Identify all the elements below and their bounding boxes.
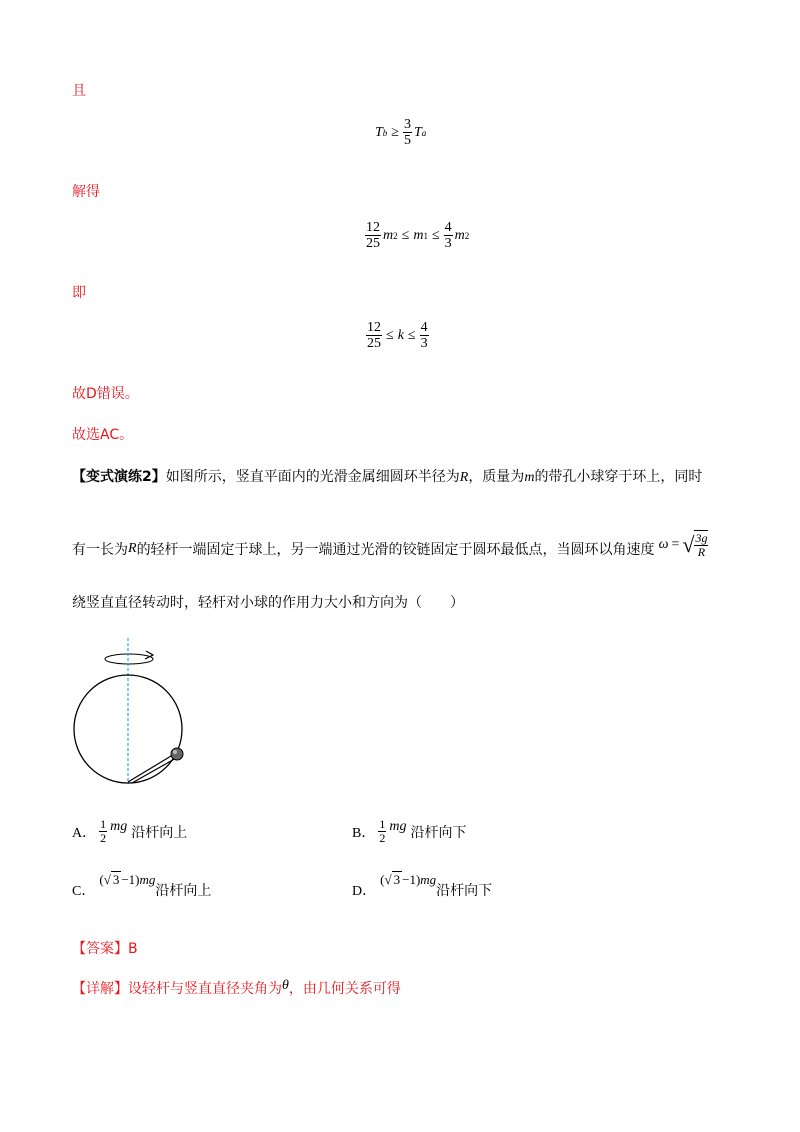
equation-3 bbox=[366, 320, 429, 351]
option-c-text: 沿杆向上 bbox=[155, 883, 212, 899]
option-a-text: 沿杆向上 bbox=[131, 824, 188, 841]
eq1-den: 5 bbox=[403, 133, 411, 148]
answer-value: B bbox=[128, 941, 138, 957]
omega-symbol: ω bbox=[658, 536, 669, 552]
equation-2 bbox=[365, 220, 469, 251]
text-ji: 即 bbox=[72, 285, 86, 301]
option-c[interactable] bbox=[72, 872, 212, 900]
eq2-den1: 25 bbox=[366, 236, 380, 251]
eq2-sub2a: 2 bbox=[393, 230, 398, 241]
option-d-formula bbox=[380, 872, 436, 888]
answer-tag: 【答案】 bbox=[72, 941, 128, 957]
eq2-m2a: m bbox=[383, 227, 394, 243]
eq2-den2: 3 bbox=[444, 236, 452, 251]
option-d[interactable] bbox=[352, 872, 493, 900]
problem-line-3: 绕竖直直径转动时，轻杆对小球的作用力大小和方向为（ ） bbox=[72, 595, 464, 611]
option-a-expr: mg bbox=[110, 818, 128, 834]
problem-text-2b: 的轻杆一端固定于球上，另一端通过光滑的铰链固定于圆环最低点，当圆环以角速度 bbox=[136, 541, 655, 558]
eq3-num2: 4 bbox=[420, 320, 428, 335]
option-b-den: 2 bbox=[379, 831, 386, 845]
eq1-rel: ≥ bbox=[391, 124, 399, 140]
eq2-rel2: ≤ bbox=[431, 227, 440, 243]
problem-m1: m bbox=[524, 470, 535, 485]
answer-line bbox=[72, 938, 138, 958]
omega-equals: = bbox=[671, 536, 680, 552]
option-a[interactable] bbox=[72, 818, 187, 845]
problem-text-1a: 如图所示，竖直平面内的光滑金属细圆环半径为 bbox=[165, 469, 460, 485]
option-a-fraction bbox=[99, 818, 107, 845]
problem-R1: R bbox=[459, 470, 469, 485]
problem-text-1b: ，质量为 bbox=[468, 469, 525, 485]
option-c-root: 3 bbox=[112, 872, 120, 887]
option-d-text: 沿杆向下 bbox=[436, 883, 493, 899]
option-c-formula bbox=[99, 872, 155, 888]
eq1-rhs-sub: a bbox=[421, 127, 427, 138]
option-a-den: 2 bbox=[100, 831, 107, 845]
omega-num: 3g bbox=[695, 531, 708, 545]
eq2-sub2b: 2 bbox=[464, 230, 470, 241]
omega-den: R bbox=[697, 545, 706, 559]
text-qie: 且 bbox=[72, 83, 86, 99]
option-b-fraction bbox=[378, 818, 386, 845]
eq3-den1: 25 bbox=[367, 336, 381, 351]
eq2-m2b: m bbox=[454, 227, 465, 243]
option-c-expr: mg bbox=[139, 872, 156, 887]
eq2-rel1: ≤ bbox=[401, 227, 410, 243]
option-a-num: 1 bbox=[100, 817, 107, 831]
option-b-expr: mg bbox=[389, 818, 407, 834]
detail-line bbox=[72, 978, 401, 998]
option-c-post: −1) bbox=[121, 872, 140, 887]
eq3-frac-2 bbox=[420, 320, 429, 351]
eq1-lhs-sub: b bbox=[382, 127, 388, 138]
problem-line-2 bbox=[72, 531, 708, 563]
eq3-frac-1 bbox=[366, 320, 382, 351]
eq3-k: k bbox=[397, 327, 404, 343]
ring-diagram bbox=[66, 636, 196, 786]
problem-tag: 【变式演练2】 bbox=[72, 469, 166, 485]
eq3-rel2: ≤ bbox=[407, 327, 416, 343]
option-a-label: A． bbox=[72, 825, 97, 841]
eq3-den2: 3 bbox=[420, 336, 428, 351]
eq2-frac-2 bbox=[444, 220, 453, 251]
option-c-pre: ( bbox=[99, 872, 104, 887]
option-b-num: 1 bbox=[379, 817, 386, 831]
option-b-text: 沿杆向下 bbox=[410, 824, 467, 841]
eq1-lhs: T bbox=[375, 124, 383, 140]
eq3-num1: 12 bbox=[367, 320, 381, 335]
option-d-label: D． bbox=[352, 884, 377, 899]
detail-theta: θ bbox=[282, 978, 289, 993]
text-jiede: 解得 bbox=[72, 184, 100, 200]
option-d-sqrt-sign: √ bbox=[384, 872, 392, 887]
text-d-wrong: 故D错误。 bbox=[72, 386, 139, 402]
option-d-root: 3 bbox=[393, 872, 401, 887]
problem-R2: R bbox=[128, 540, 137, 556]
eq2-num2: 4 bbox=[444, 220, 452, 235]
eq1-rhs: T bbox=[413, 124, 422, 140]
option-d-pre: ( bbox=[380, 872, 385, 887]
ball-highlight bbox=[173, 750, 177, 754]
option-c-sqrt-sign: √ bbox=[103, 872, 111, 887]
ball bbox=[171, 748, 183, 760]
option-b-label: B． bbox=[352, 825, 376, 841]
omega-formula bbox=[659, 530, 709, 559]
problem-line-1 bbox=[72, 466, 702, 486]
option-d-expr: mg bbox=[420, 872, 437, 887]
eq2-sub1: 1 bbox=[423, 230, 428, 241]
detail-text: 设轻杆与竖直直径夹角为 bbox=[128, 981, 282, 997]
eq1-fraction bbox=[403, 117, 412, 148]
rod-edge-2 bbox=[132, 757, 178, 783]
option-b[interactable] bbox=[352, 818, 466, 845]
eq2-frac-1 bbox=[365, 220, 381, 251]
eq2-num1: 12 bbox=[366, 220, 380, 235]
option-d-post: −1) bbox=[402, 872, 421, 887]
sqrt-sign: √ bbox=[682, 531, 695, 557]
eq2-m1: m bbox=[413, 227, 424, 243]
problem-text-1c: 的带孔小球穿于环上，同时 bbox=[534, 469, 703, 485]
detail-tag: 【详解】 bbox=[72, 981, 128, 997]
eq1-num: 3 bbox=[403, 117, 411, 132]
eq3-rel1: ≤ bbox=[386, 327, 394, 343]
detail-text-2: ，由几何关系可得 bbox=[288, 981, 401, 997]
omega-fraction bbox=[694, 530, 708, 559]
equation-1 bbox=[375, 117, 426, 148]
problem-text-2a: 有一长为 bbox=[72, 541, 128, 558]
option-c-label: C． bbox=[72, 884, 96, 899]
text-choose: 故选AC。 bbox=[72, 427, 134, 443]
